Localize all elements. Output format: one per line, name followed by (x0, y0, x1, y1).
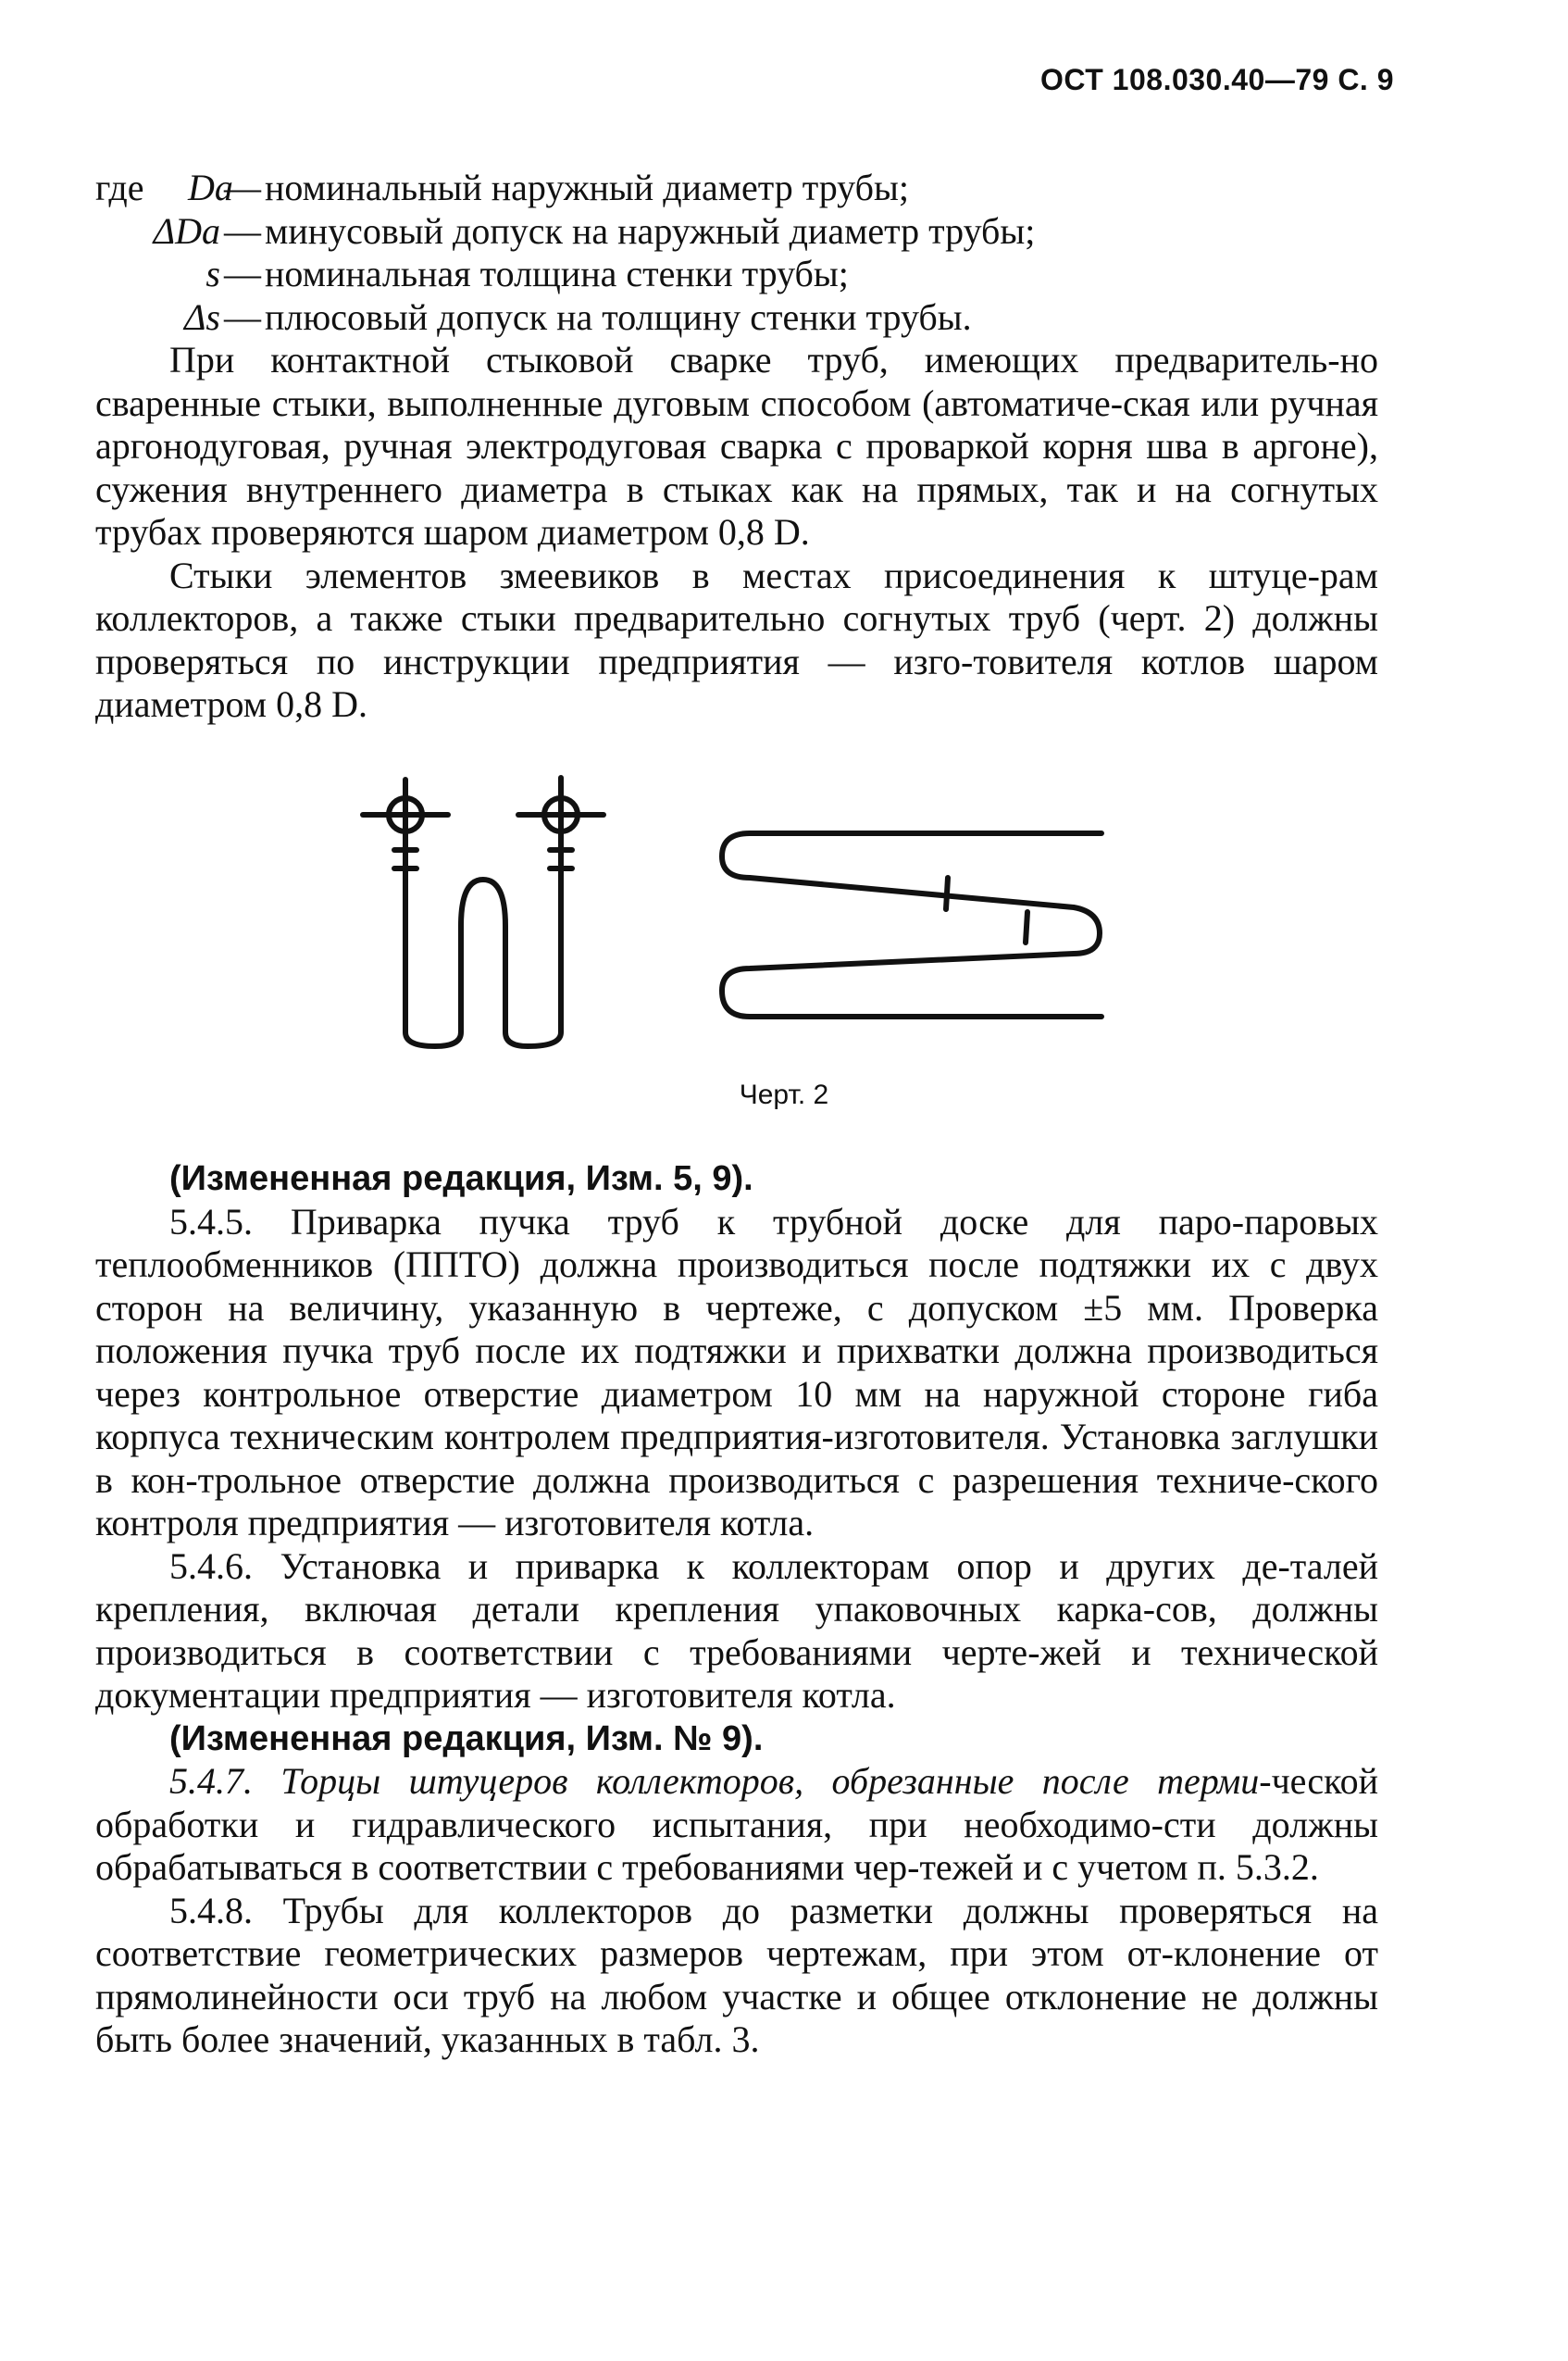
paragraph-5-4-7-rest: ческой обработки и гидравлического испытания, при необходимо-сти должны обрабатываться в соответствии с требованиями чер-тежей и с учетом п. 5.3.2. (95, 1760, 1378, 1888)
where-row (95, 210, 1035, 254)
paragraph-contact-welding: При контактной стыковой сварке труб, имеющих предваритель-но сваренные стыки, выполненные дуговым способом (автоматиче-ская или ручная аргонодуговая, ручная электродуговая сварка с проваркой корня шва в аргоне), сужения внутреннего диаметра в стыках как на прямых, так и на согнутых трубах проверяются шаром диаметром 0,8 D. (95, 339, 1378, 553)
paragraph-5-4-8: 5.4.8. Трубы для коллекторов до разметки должны проверяться на соответствие геометрических размеров чертежам, при этом от-клонение от прямолинейности оси труб на любом участке и общее отклонение не должны быть более значений, указанных в табл. 3. (95, 1889, 1378, 2060)
z-coil-path (722, 833, 1101, 1017)
where-intro: где (95, 167, 144, 208)
where-row (95, 296, 1035, 340)
paragraph-5-4-7-italic: 5.4.7. Торцы штуцеров коллекторов, обрезанные после терми- (169, 1760, 1272, 1802)
where-row (95, 253, 1035, 296)
symbol-delta-da: ΔDа (153, 209, 220, 252)
symbol-delta-s: Δs (183, 295, 220, 338)
w-coil-path (405, 824, 561, 1046)
where-block (95, 167, 1035, 339)
where-def: номинальная толщина стенки трубы; (265, 253, 849, 294)
figure-2 (342, 768, 1157, 1074)
dash: — (224, 209, 261, 252)
amendment-note: (Измененная редакция, Изм. № 9). (169, 1718, 764, 1758)
paragraph-5-4-7 (95, 1760, 1378, 1890)
where-def: номинальный наружный диаметр трубы; (265, 167, 909, 208)
figure-caption: Черт. 2 (739, 1080, 829, 1110)
paragraph-coil-joints: Стыки элементов змеевиков в местах присоединения к штуце-рам коллекторов, а также стыки предварительно согнутых труб (черт. 2) должны проверяться по инструкции предприятия — изго-товителя котлов шаром диаметром 0,8 D. (95, 554, 1378, 725)
where-def: плюсовый допуск на толщину стенки трубы. (265, 295, 972, 338)
coil-drawing (342, 768, 1157, 1074)
where-row (95, 167, 1035, 210)
text-block-lower (95, 1157, 1378, 2062)
joint-mark (946, 878, 948, 909)
text-block-upper (95, 339, 1378, 727)
amendment-note: (Измененная редакция, Изм. 5, 9). (169, 1159, 753, 1198)
where-def: минусовый допуск на наружный диаметр трубы; (265, 209, 1036, 252)
paragraph-5-4-5: 5.4.5. Приварка пучка труб к трубной доске для паро-паровых теплообменников (ППТО) должна производиться после подтяжки их с двух сторон на величину, указанную в чертеже, с допуском ±5 мм. Проверка положения пучка труб после их подтяжки и прихватки должна производиться через контрольное отверстие диаметром 10 мм на наружной стороне гиба корпуса техническим контролем предприятия-изготовителя. Установка заглушки в кон-трольное отверстие должна производиться с разрешения техниче-ского контроля предприятия — изготовителя котла. (95, 1200, 1378, 1543)
dash: — (224, 253, 261, 294)
symbol-da: Dа (188, 167, 233, 208)
symbol-s: s (205, 253, 220, 294)
dash: — (224, 167, 261, 208)
paragraph-5-4-6: 5.4.6. Установка и приварка к коллекторам опор и других де-талей крепления, включая детали крепления упаковочных карка-сов, должны производиться в соответствии с требованиями черте-жей и технической документации предприятия — изготовителя котла. (95, 1544, 1378, 1716)
page-header: ОСТ 108.030.40—79 С. 9 (1040, 63, 1394, 96)
joint-mark (1026, 912, 1027, 943)
dash: — (224, 295, 261, 338)
